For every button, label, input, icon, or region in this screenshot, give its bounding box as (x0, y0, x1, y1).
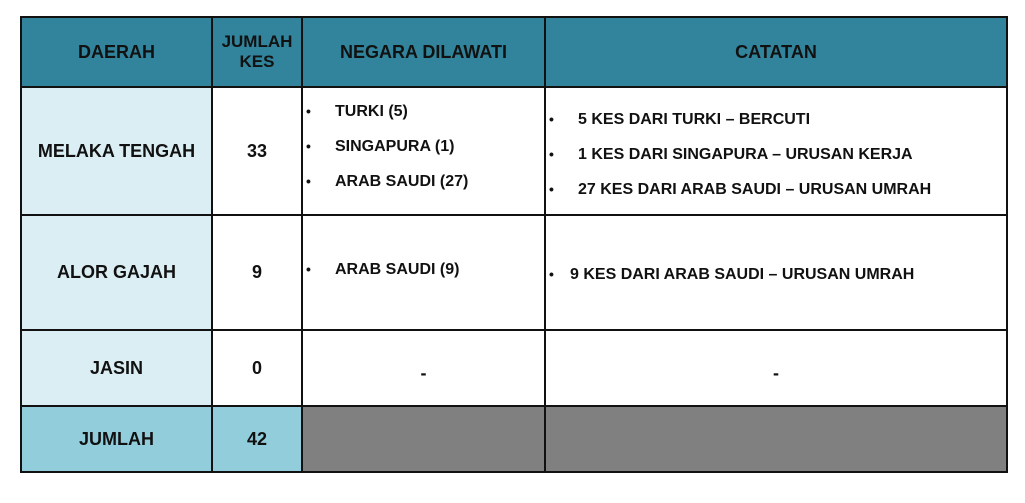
table-row (21, 215, 1007, 330)
total-value: 42 (212, 406, 302, 472)
list-item: • 1 KES DARI SINGAPURA – URUSAN KERJA (546, 137, 1006, 172)
kes-cell: 33 (212, 87, 302, 215)
negara-cell (302, 215, 545, 330)
total-catatan-empty (545, 406, 1007, 472)
header-jumlah-kes-line2: KES (239, 52, 275, 71)
bullet-icon: • (549, 110, 554, 127)
bullet-icon: • (549, 266, 554, 282)
bullet-icon: • (549, 145, 554, 162)
catatan-cell (545, 87, 1007, 215)
header-jumlah-kes-line1: JUMLAH (221, 32, 293, 51)
total-label: JUMLAH (21, 406, 212, 472)
daerah-cell: MELAKA TENGAH (21, 87, 212, 215)
list-item: • ARAB SAUDI (9) (303, 252, 544, 287)
header-catatan: CATATAN (545, 17, 1007, 87)
catatan-cell: - (545, 330, 1007, 406)
bullet-icon: • (549, 180, 554, 197)
list-item: • 27 KES DARI ARAB SAUDI – URUSAN UMRAH (546, 172, 1006, 207)
list-item: • TURKI (5) (303, 94, 544, 129)
negara-cell (302, 87, 545, 215)
daerah-cell: JASIN (21, 330, 212, 406)
header-row (21, 17, 1007, 87)
kes-cell: 9 (212, 215, 302, 330)
total-negara-empty (302, 406, 545, 472)
header-negara: NEGARA DILAWATI (302, 17, 545, 87)
total-row (21, 406, 1007, 472)
list-item: • 5 KES DARI TURKI – BERCUTI (546, 102, 1006, 137)
bullet-icon: • (306, 102, 311, 119)
list-item: • ARAB SAUDI (27) (303, 164, 544, 199)
header-daerah: DAERAH (21, 17, 212, 87)
list-item: • SINGAPURA (1) (303, 129, 544, 164)
table-row (21, 330, 1007, 406)
catatan-cell (545, 215, 1007, 330)
negara-cell: - (302, 330, 545, 406)
header-jumlah-kes (212, 17, 302, 87)
list-item: • 9 KES DARI ARAB SAUDI – URUSAN UMRAH (546, 257, 1006, 292)
kes-cell: 0 (212, 330, 302, 406)
cases-table (20, 16, 1008, 473)
bullet-icon: • (306, 261, 311, 277)
table-row (21, 87, 1007, 215)
report-table-wrapper (20, 16, 1008, 473)
bullet-icon: • (306, 172, 311, 189)
daerah-cell: ALOR GAJAH (21, 215, 212, 330)
bullet-icon: • (306, 137, 311, 154)
